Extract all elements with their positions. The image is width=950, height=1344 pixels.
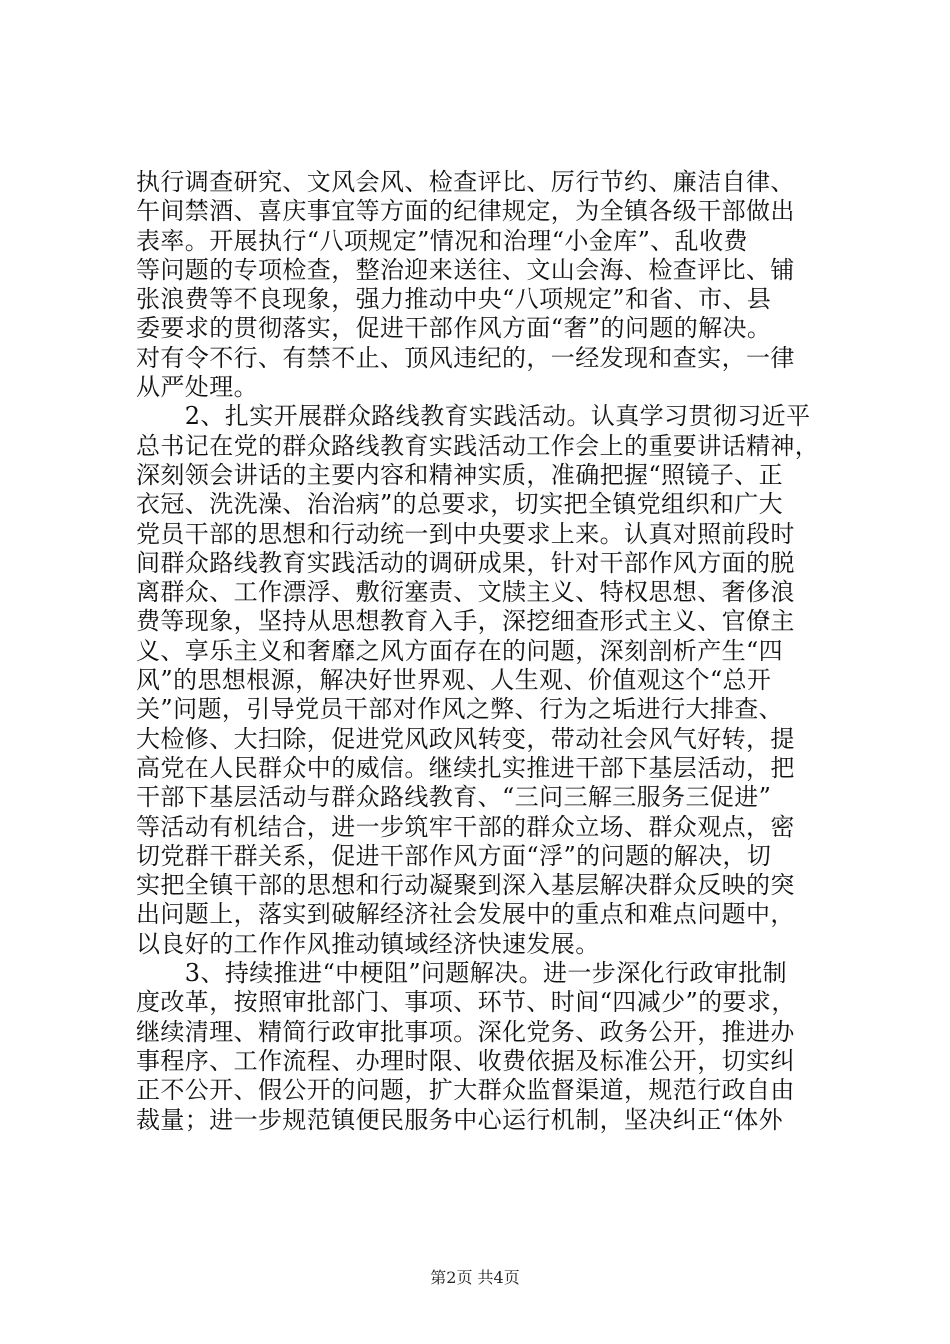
text-line: 总书记在党的群众路线教育实践活动工作会上的重要讲话精神， xyxy=(136,431,820,460)
text-line: 切党群干群关系，促进干部作风方面“浮”的问题的解决，切 xyxy=(136,841,772,870)
text-line: 表率。开展执行“八项规定”情况和治理“小金库”、乱收费 xyxy=(136,226,748,255)
text-line: 深刻领会讲话的主要内容和精神实质，准确把握“照镜子、正 xyxy=(136,460,784,489)
text-line: 干部下基层活动与群众路线教育、“三问三解三服务三促进” xyxy=(136,783,772,812)
text-line: 张浪费等不良现象，强力推动中央“八项规定”和省、市、县 xyxy=(136,285,772,314)
text-line: 执行调查研究、文风会风、检查评比、厉行节约、廉洁自律、 xyxy=(136,168,795,196)
text-line: 继续清理、精简行政审批事项。深化党务、政务公开，推进办 xyxy=(136,1017,795,1046)
text-line: 大检修、大扫除，促进党风政风转变，带动社会风气好转，提 xyxy=(136,724,795,753)
text-line: 事程序、工作流程、办理时限、收费依据及标准公开，切实纠 xyxy=(136,1046,795,1075)
text-line: 午间禁酒、喜庆事宜等方面的纪律规定，为全镇各级干部做出 xyxy=(136,197,795,226)
text-line: 出问题上，落实到破解经济社会发展中的重点和难点问题中， xyxy=(136,900,795,929)
text-line: 高党在人民群众中的威信。继续扎实推进干部下基层活动，把 xyxy=(136,753,795,782)
text-line: 正不公开、假公开的问题，扩大群众监督渠道，规范行政自由 xyxy=(136,1076,795,1105)
text-line: 关”问题，引导党员干部对作风之弊、行为之垢进行大排查、 xyxy=(136,695,784,724)
text-line: 2、扎实开展群众路线教育实践活动。认真学习贯彻习近平 xyxy=(136,402,811,431)
text-line: 裁量；进一步规范镇便民服务中心运行机制，坚决纠正“体外 xyxy=(136,1105,784,1134)
text-line: 度改革，按照审批部门、事项、环节、时间“四减少”的要求， xyxy=(136,988,796,1017)
text-line: 离群众、工作漂浮、敷衍塞责、文牍主义、特权思想、奢侈浪 xyxy=(136,578,795,607)
text-line: 衣冠、洗洗澡、治治病”的总要求，切实把全镇党组织和广大 xyxy=(136,490,784,519)
page-number: 第2页 共4页 xyxy=(430,1268,520,1287)
text-line: 等问题的专项检查，整治迎来送往、文山会海、检查评比、铺 xyxy=(136,255,795,284)
text-line: 风”的思想根源，解决好世界观、人生观、价值观这个“总开 xyxy=(136,666,772,695)
text-line: 费等现象，坚持从思想教育入手，深挖细查形式主义、官僚主 xyxy=(136,607,795,636)
text-line: 以良好的工作作风推动镇域经济快速发展。 xyxy=(136,929,600,958)
text-line: 委要求的贯彻落实，促进干部作风方面“奢”的问题的解决。 xyxy=(136,314,772,343)
page-footer xyxy=(0,1268,950,1288)
text-line: 党员干部的思想和行动统一到中央要求上来。认真对照前段时 xyxy=(136,519,795,548)
body-text xyxy=(136,168,826,1135)
text-line: 3、持续推进“中梗阻”问题解决。进一步深化行政审批制 xyxy=(136,959,788,988)
text-line: 实把全镇干部的思想和行动凝聚到深入基层解决群众反映的突 xyxy=(136,871,795,900)
text-line: 对有令不行、有禁不止、顶风违纪的，一经发现和查实，一律 xyxy=(136,343,795,372)
text-line: 从严处理。 xyxy=(136,373,258,402)
text-line: 义、享乐主义和奢靡之风方面存在的问题，深刻剖析产生“四 xyxy=(136,636,784,665)
text-line: 等活动有机结合，进一步筑牢干部的群众立场、群众观点，密 xyxy=(136,812,795,841)
text-line: 间群众路线教育实践活动的调研成果，针对干部作风方面的脱 xyxy=(136,548,795,577)
